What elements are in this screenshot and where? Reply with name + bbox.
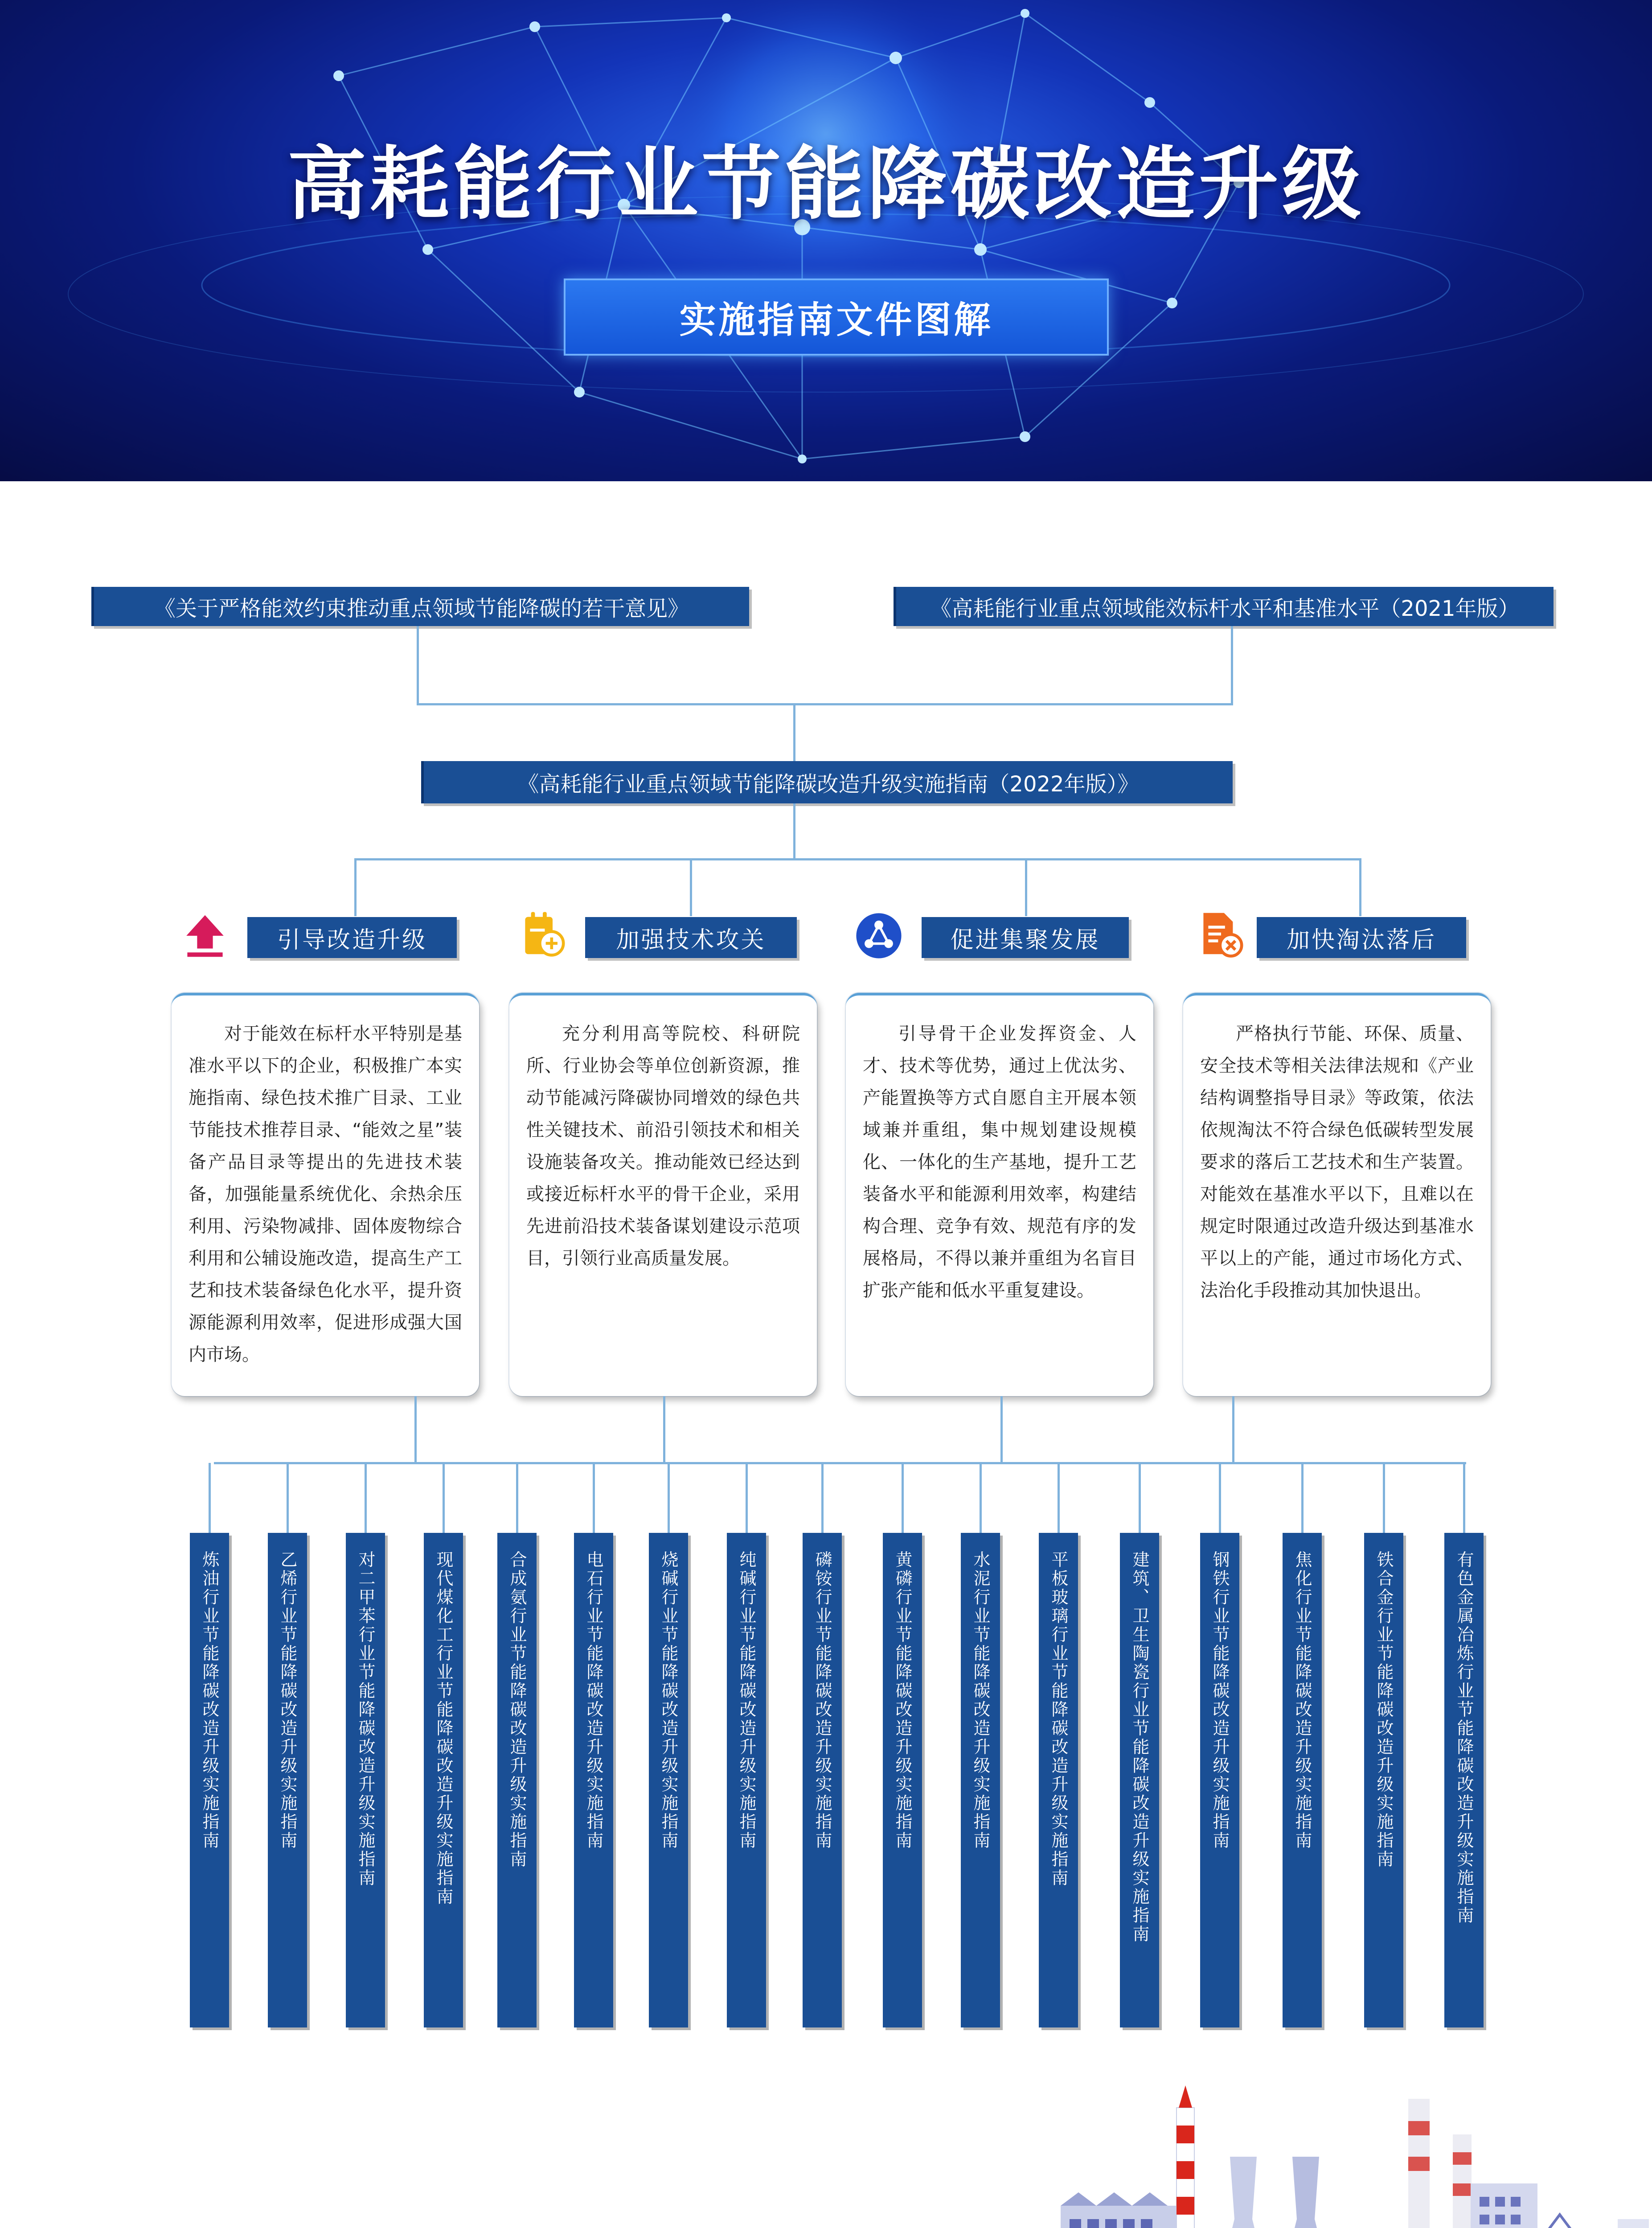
sector-guide-refining: 炼油行业节能降碳改造升级实施指南: [190, 1533, 229, 2027]
connector: [663, 1396, 665, 1463]
connector: [214, 1462, 1466, 1464]
card-text: 充分利用高等院校、科研院所、行业协会等单位创新资源，推动节能减污降碳协同增效的绿色共性关键技术、前沿引领技术和相关设施装备攻关。推动能效已经达到或接近标杆水平的骨干企业，采用先进前沿技术装备谋划建设示范项目，引领行业高质量发展。: [526, 1024, 800, 1269]
sector-guide-coal-chemical: 现代煤化工行业节能降碳改造升级实施指南: [424, 1533, 463, 2027]
connector: [746, 1463, 748, 1534]
network-circle-icon: [854, 911, 903, 960]
connector: [365, 1463, 367, 1534]
source-doc-left: 《关于严格能效约束推动重点领域节能降碳的若干意见》: [91, 587, 749, 626]
connector: [1232, 1396, 1234, 1463]
subtitle-box: [564, 278, 1109, 356]
sector-guide-soda-ash: 纯碱行业节能降碳改造升级实施指南: [727, 1533, 766, 2027]
sector-guide-ceramics: 建筑、卫生陶瓷行业节能降碳改造升级实施指南: [1120, 1533, 1159, 2027]
category-card-eliminate: [1183, 993, 1491, 1396]
sector-guide-cement: 水泥行业节能降碳改造升级实施指南: [961, 1533, 1000, 2027]
connector: [1463, 1463, 1465, 1534]
connector: [209, 1463, 211, 1534]
category-card-upgrade: [172, 993, 479, 1396]
sector-guide-yellow-phosphorus: 黄磷行业节能降碳改造升级实施指南: [883, 1533, 922, 2027]
connector: [354, 858, 1361, 860]
sector-guide-coking: 焦化行业节能降碳改造升级实施指南: [1283, 1533, 1322, 2027]
connector: [443, 1463, 445, 1534]
connector: [1359, 858, 1361, 916]
sector-guide-nonferrous: 有色金属冶炼行业节能降碳改造升级实施指南: [1444, 1533, 1484, 2027]
category-card-cluster: [846, 993, 1153, 1396]
document-remove-icon: [1197, 909, 1246, 958]
connector: [1219, 1463, 1221, 1534]
sector-guide-ammonia: 合成氨行业节能降碳改造升级实施指南: [497, 1533, 537, 2027]
connector: [1058, 1463, 1060, 1534]
page-title: 高耗能行业节能降碳改造升级: [287, 138, 1365, 230]
sector-guide-flat-glass: 平板玻璃行业节能降碳改造升级实施指南: [1039, 1533, 1078, 2027]
page-subtitle: 实施指南文件图解: [679, 299, 993, 341]
connector: [417, 703, 1233, 705]
category-card-tech: [509, 993, 817, 1396]
factory-illustration: [1061, 2085, 1649, 2228]
header-banner: [0, 0, 1652, 481]
card-text: 引导骨干企业发挥资金、人才、技术等优势，通过上优汰劣、产能置换等方式自愿自主开展本领域兼并重组，集中规划建设规模化、一体化的生产基地，提升工艺装备水平和能源利用效率，构建结构合理、竞争有效、规范有序的发展格局，不得以兼并重组为名盲目扩张产能和低水平重复建设。: [863, 1024, 1136, 1301]
sector-guide-ethylene: 乙烯行业节能降碳改造升级实施指南: [268, 1533, 307, 2027]
connector: [1231, 626, 1233, 704]
connector: [793, 803, 795, 859]
connector: [287, 1463, 289, 1534]
connector: [793, 703, 795, 761]
connector: [902, 1463, 904, 1534]
sector-guide-px: 对二甲苯行业节能降碳改造升级实施指南: [346, 1533, 385, 2027]
connector: [354, 858, 357, 916]
upload-arrow-icon: [180, 911, 230, 960]
sector-guide-calcium-carbide: 电石行业节能降碳改造升级实施指南: [574, 1533, 613, 2027]
connector: [668, 1463, 670, 1534]
sector-guide-caustic-soda: 烧碱行业节能降碳改造升级实施指南: [649, 1533, 688, 2027]
sector-guide-steel: 钢铁行业节能降碳改造升级实施指南: [1200, 1533, 1239, 2027]
category-label-tech: 加强技术攻关: [585, 917, 797, 958]
connector: [1139, 1463, 1141, 1534]
source-doc-right: 《高耗能行业重点领域能效标杆水平和基准水平（2021年版）: [894, 587, 1554, 626]
connector: [1000, 1396, 1003, 1463]
document-plus-icon: [518, 909, 567, 958]
connector: [1025, 858, 1027, 916]
connector: [593, 1463, 595, 1534]
card-text: 对于能效在标杆水平特别是基准水平以下的企业，积极推广本实施指南、绿色技术推广目录、工业节能技术推荐目录、“能效之星”装备产品目录等提出的先进技术装备，加强能量系统优化、余热余压利用、污染物减排、固体废物综合利用和公辅设施改造，提高生产工艺和技术装备绿色化水平，提升资源能源利用效率，促进形成强大国内市场。: [189, 1024, 462, 1365]
connector: [516, 1463, 518, 1534]
card-text: 严格执行节能、环保、质量、安全技术等相关法律法规和《产业结构调整指导目录》等政策，依法依规淘汰不符合绿色低碳转型发展要求的落后工艺技术和生产装置。对能效在基准水平以下，且难以在规定时限通过改造升级达到基准水平以上的产能，通过市场化方式、法治化手段推动其加快退出。: [1200, 1024, 1474, 1301]
connector: [1383, 1463, 1385, 1534]
sector-guide-ammonium-phosphate: 磷铵行业节能降碳改造升级实施指南: [803, 1533, 842, 2027]
main-guide-doc: 《高耗能行业重点领域节能降碳改造升级实施指南（2022年版）》: [421, 761, 1233, 803]
connector: [414, 1396, 417, 1463]
sector-guide-ferroalloy: 铁合金行业节能降碳改造升级实施指南: [1364, 1533, 1403, 2027]
connector: [417, 626, 419, 704]
connector: [690, 858, 692, 916]
category-label-cluster: 促进集聚发展: [922, 917, 1129, 958]
connector: [821, 1463, 824, 1534]
connector: [1301, 1463, 1304, 1534]
network-background: [0, 0, 1652, 481]
category-label-eliminate: 加快淘汰落后: [1257, 917, 1466, 958]
category-label-upgrade: 引导改造升级: [247, 917, 457, 958]
connector: [980, 1463, 982, 1534]
